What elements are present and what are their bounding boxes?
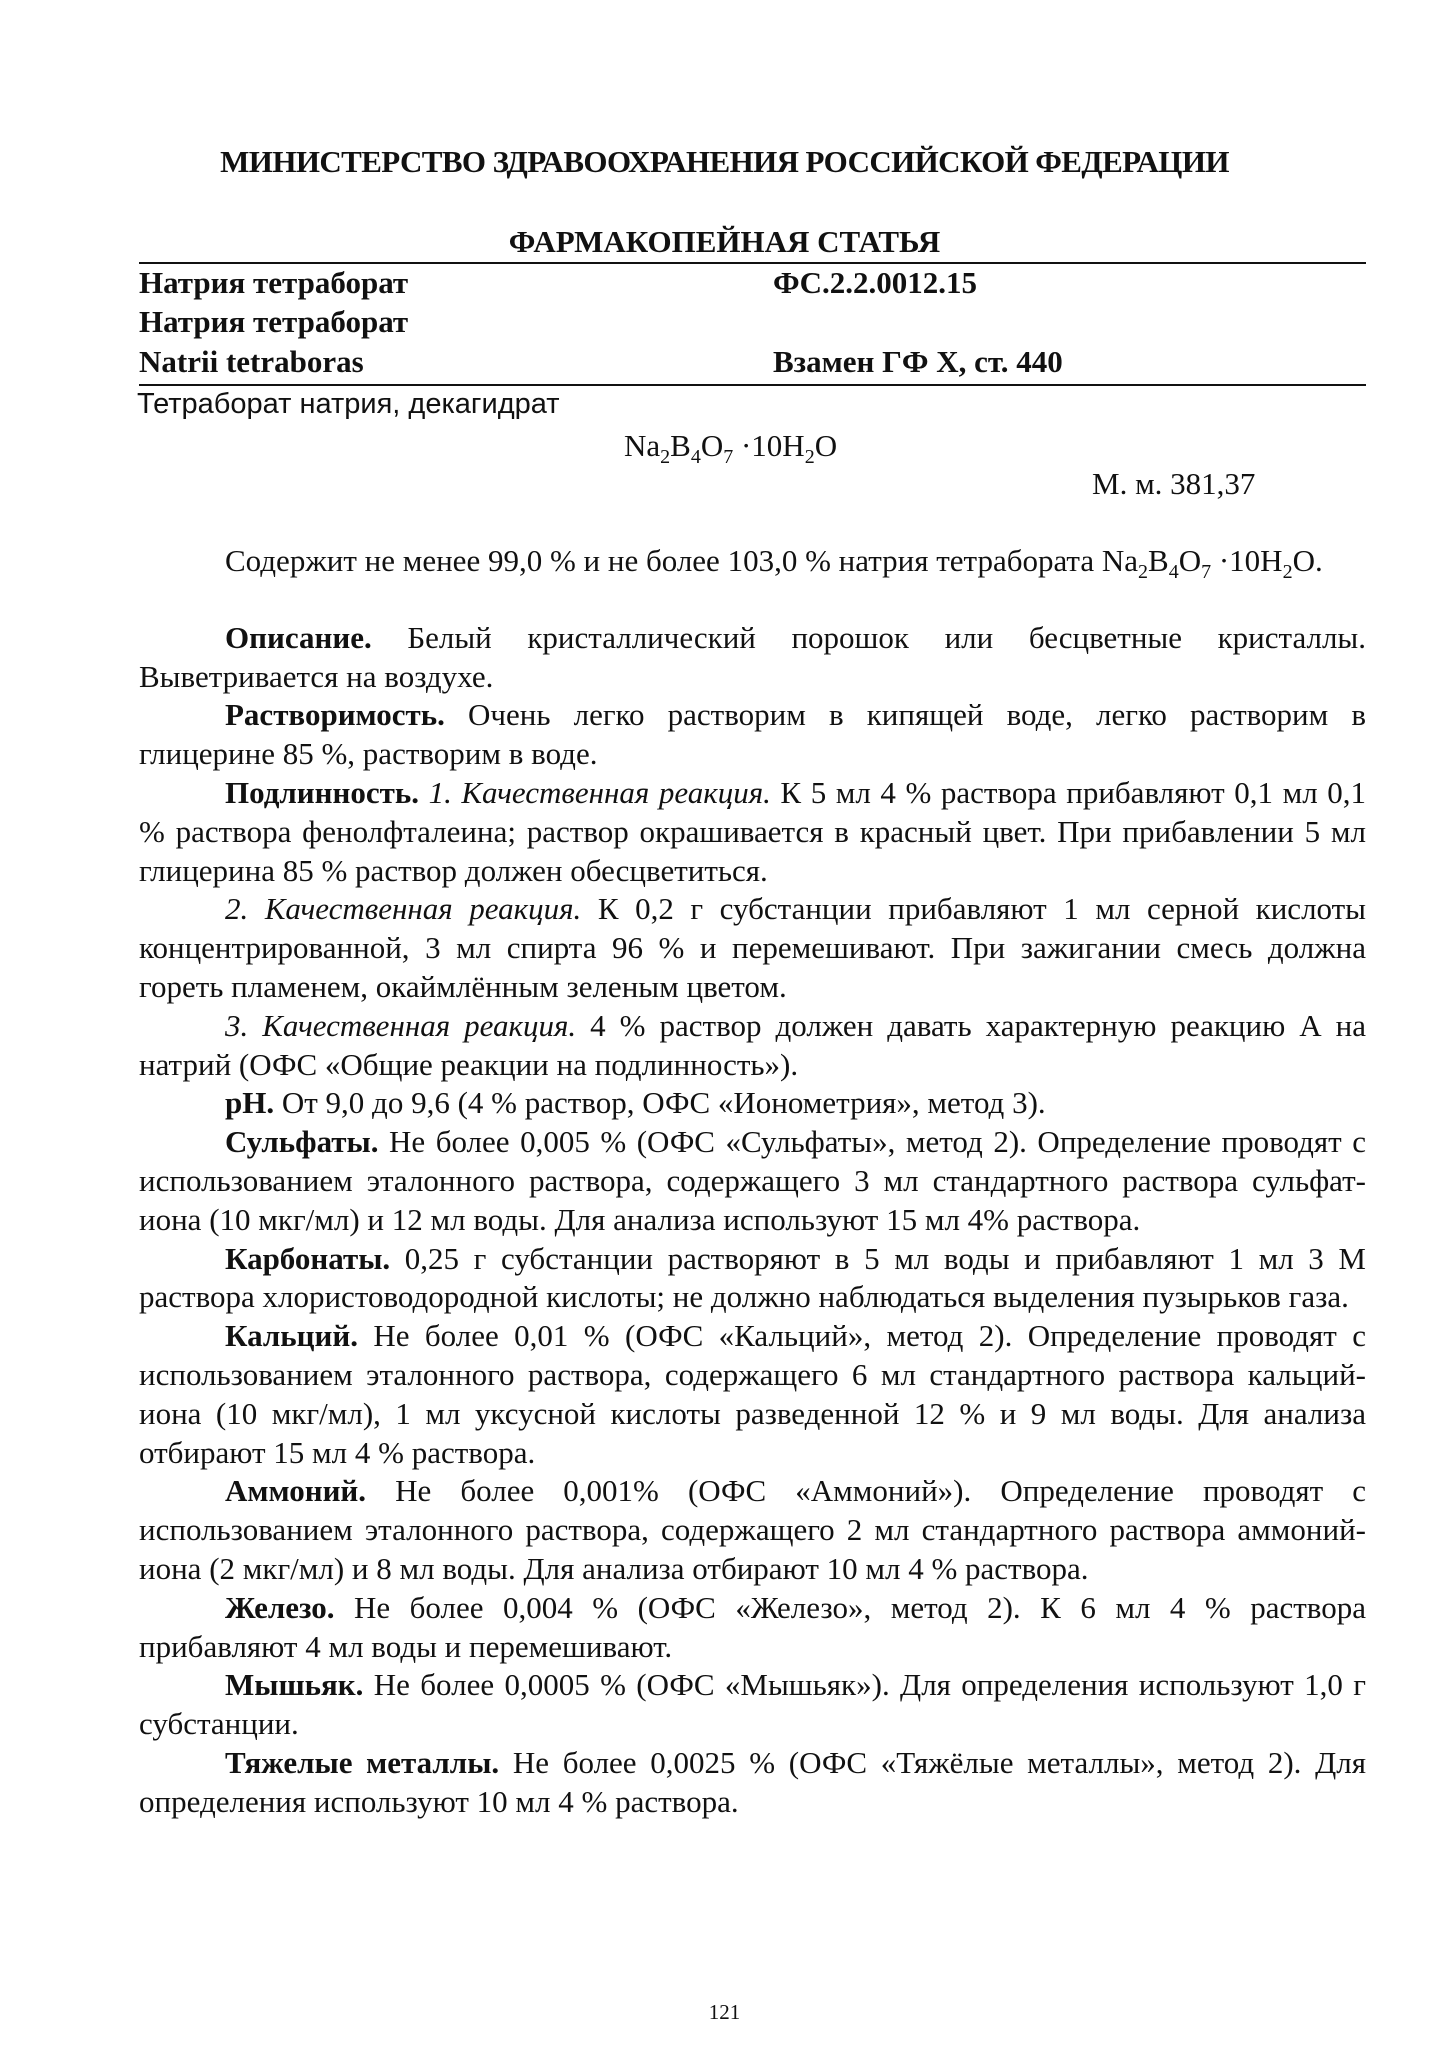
ph-section: pH. От 9,0 до 9,6 (4 % раствор, ОФС «Ионометрия», метод 3). — [225, 1085, 1046, 1121]
page-number: 121 — [708, 2000, 741, 2024]
substance-name-ru-alt: Натрия тетраборат — [139, 304, 409, 339]
article-type-heading: ФАРМАКОПЕЙНАЯ СТАТЬЯ — [508, 224, 941, 259]
article-body — [139, 542, 1366, 1822]
chemical-synonym: Тетраборат натрия, декагидрат — [137, 388, 560, 420]
identity-reaction-3: 3. Качественная реакция. 4 % раствор должен давать характерную реакцию А на натрий (ОФС «Общие реакции на подлинность»). — [139, 1007, 1367, 1082]
description-section: Описание. Белый кристаллический порошок или бесцветные кристаллы. Выветривается на воздухе. — [139, 619, 1366, 694]
arsenic-section: Мышьяк. Не более 0,0005 % (ОФС «Мышьяк»). Для определения используют 1,0 г субстанции. — [139, 1667, 1366, 1742]
calcium-section: Кальций. Не более 0,01 % (ОФС «Кальций», метод 2). Определение проводят с использованием эталонного раствора, содержащего 6 мл стандартного раствора кальций-иона (10 мкг/мл), 1 мл уксусной кислоты разведенной 12 % и 9 мл воды. Для анализа отбирают 15 мл 4 % раствора. — [139, 1318, 1366, 1470]
heavy-metals-section: Тяжелые металлы. Не более 0,0025 % (ОФС «Тяжёлые металлы», метод 2). Для определения используют 10 мл 4 % раствора. — [139, 1744, 1366, 1819]
sulfates-section: Сульфаты. Не более 0,005 % (ОФС «Сульфаты», метод 2). Определение проводят с использованием эталонного раствора, содержащего 3 мл стандартного раствора сульфат-иона (10 мкг/мл) и 12 мл воды. Для анализа используют 15 мл 4% раствора. — [139, 1124, 1366, 1237]
chemical-formula: $Na_2B_4O_7 \cdot 10H_2O$ — [624, 428, 838, 469]
solubility-section: Растворимость. Очень легко растворим в кипящей воде, легко растворим в глицерине 85 %, растворим в воде. — [139, 697, 1366, 772]
molar-mass: М. м. 381,37 — [1092, 466, 1256, 501]
identity-section: Подлинность. 1. Качественная реакция. К 5 мл 4 % раствора прибавляют 0,1 мл 0,1 % раствора фенолфталеина; раствор окрашивается в красный цвет. При прибавлении 5 мл глицерина 85 % раствор должен обесцветиться. — [139, 774, 1367, 888]
ammonium-section: Аммоний. Не более 0,001% (ОФС «Аммоний»). Определение проводят с использованием эталонного раствора, содержащего 2 мл стандартного раствора аммоний-иона (2 мкг/мл) и 8 мл воды. Для анализа отбирают 10 мл 4 % раствора. — [139, 1473, 1366, 1586]
carbonates-section: Карбонаты. 0,25 г субстанции растворяют в 5 мл воды и прибавляют 1 мл 3 М раствора хлористоводородной кислоты; не должно наблюдаться выделения пузырьков газа. — [139, 1240, 1366, 1315]
substance-name-ru: Натрия тетраборат — [139, 265, 409, 300]
substance-name-latin: Natrii tetraboras — [139, 344, 364, 379]
ministry-heading: МИНИСТЕРСТВО ЗДРАВООХРАНЕНИЯ РОССИЙСКОЙ ФЕДЕРАЦИИ — [220, 144, 1229, 179]
header-bottom-rule — [139, 384, 1366, 386]
content-paragraph: Содержит не менее 99,0 % и не более 103,0 % натрия тетрабората $Na_2B_4O_7 \cdot 10H_2O$. — [225, 543, 1323, 584]
header-top-rule — [139, 262, 1366, 264]
iron-section: Железо. Не более 0,004 % (ОФС «Железо», метод 2). К 6 мл 4 % раствора прибавляют 4 мл воды и перемешивают. — [139, 1589, 1366, 1664]
article-code: ФС.2.2.0012.15 — [773, 265, 978, 300]
identity-reaction-2: 2. Качественная реакция. К 0,2 г субстанции прибавляют 1 мл серной кислоты концентрированной, 3 мл спирта 96 % и перемешивают. При зажигании смесь должна гореть пламенем, окаймлённым зеленым цветом. — [139, 891, 1366, 1004]
replaces-note: Взамен ГФ X, ст. 440 — [773, 344, 1063, 379]
